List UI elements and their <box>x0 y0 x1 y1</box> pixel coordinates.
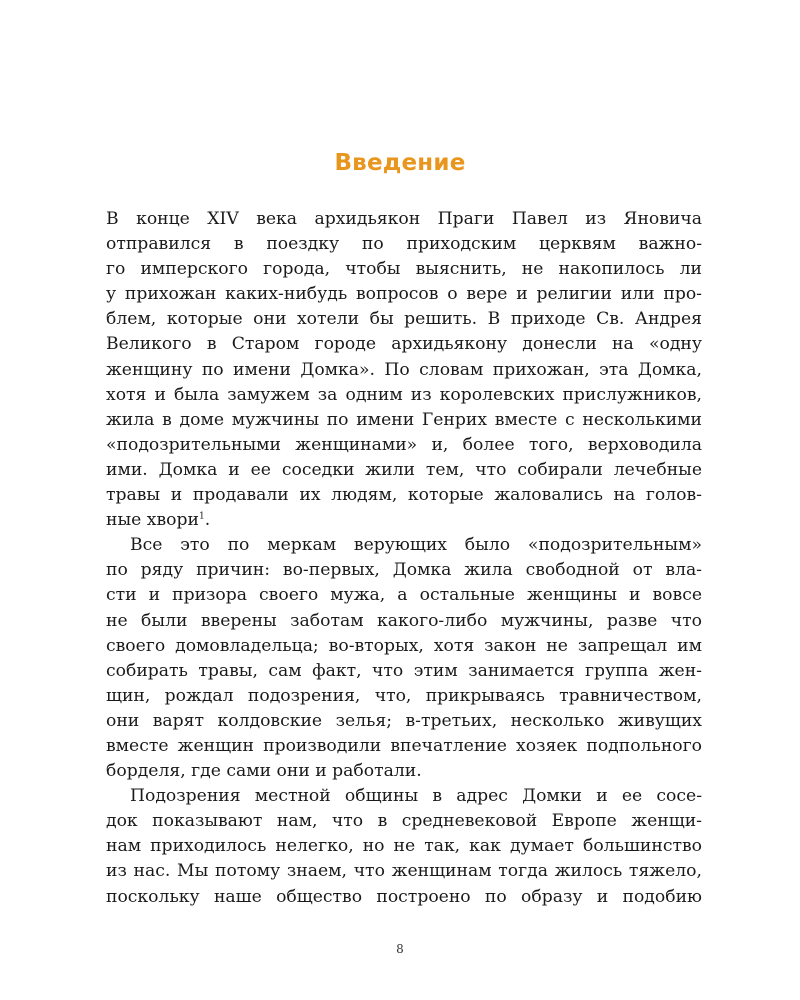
text-line: Великого в Старом городе архидьякону донесли на «одну <box>106 334 702 355</box>
paragraph-1 <box>106 207 702 533</box>
text-line: не были вверены заботам какого-либо мужчины, разве что <box>106 610 702 631</box>
text-fragment: ные хвори <box>106 510 199 531</box>
text-line: борделя, где сами они и работали. <box>106 761 422 782</box>
text-line: из нас. Мы потому знаем, что женщинам тогда жилось тяжело, <box>106 861 702 882</box>
text-line: хотя и была замужем за одним из королевских прислужников, <box>106 384 702 405</box>
footnote-marker[interactable]: 1 <box>198 511 205 522</box>
text-line: у прихожан каких-нибудь вопросов о вере и религии или про- <box>106 284 702 305</box>
text-line: В конце XIV века архидьякон Праги Павел из Яновича <box>106 209 702 229</box>
text-line: они варят колдовские зелья; в-третьих, несколько живущих <box>106 710 702 731</box>
paragraph-3 <box>106 784 702 909</box>
page-number: 8 <box>396 942 404 956</box>
text-line: сти и призора своего мужа, а остальные женщины и вовсе <box>106 585 702 606</box>
text-line: собирать травы, сам факт, что этим занимается группа жен- <box>106 660 702 681</box>
text-line: щин, рождал подозрения, что, прикрываясь травничеством, <box>106 685 702 706</box>
text-line: «подозрительными женщинами» и, более того, верховодила <box>106 434 702 455</box>
text-line: отправился в поездку по приходским церквям важно- <box>106 234 702 255</box>
text-line: ими. Домка и ее соседки жили тем, что собирали лечебные <box>106 459 702 480</box>
text-line <box>106 508 702 533</box>
text-line: док показывают нам, что в средневековой Европе женщи- <box>106 811 702 832</box>
paragraph-2 <box>106 533 702 784</box>
text-line: нам приходилось нелегко, но не так, как думает большинство <box>106 836 702 857</box>
text-line: своего домовладельца; во-вторых, хотя закон не запрещал им <box>106 635 702 656</box>
chapter-title: Введение <box>334 150 466 176</box>
text-line: поскольку наше общество построено по образу и подобию <box>106 886 702 907</box>
body-text <box>106 207 702 910</box>
text-fragment: . <box>204 510 211 531</box>
text-line: блем, которые они хотели бы решить. В приходе Св. Андрея <box>106 309 702 330</box>
text-line: Подозрения местной общины в адрес Домки и ее сосе- <box>130 786 702 807</box>
text-line: травы и продавали их людям, которые жаловались на голов- <box>106 485 702 506</box>
text-line: по ряду причин: во-первых, Домка жила свободной от вла- <box>106 560 702 581</box>
text-line: Все это по меркам верующих было «подозрительным» <box>130 535 702 556</box>
text-line: вместе женщин производили впечатление хозяек подпольного <box>106 735 702 756</box>
text-line: жила в доме мужчины по имени Генрих вместе с несколькими <box>106 409 702 430</box>
text-line: женщину по имени Домка». По словам прихожан, эта Домка, <box>106 359 702 380</box>
text-line: го имперского города, чтобы выяснить, не накопилось ли <box>106 259 702 280</box>
